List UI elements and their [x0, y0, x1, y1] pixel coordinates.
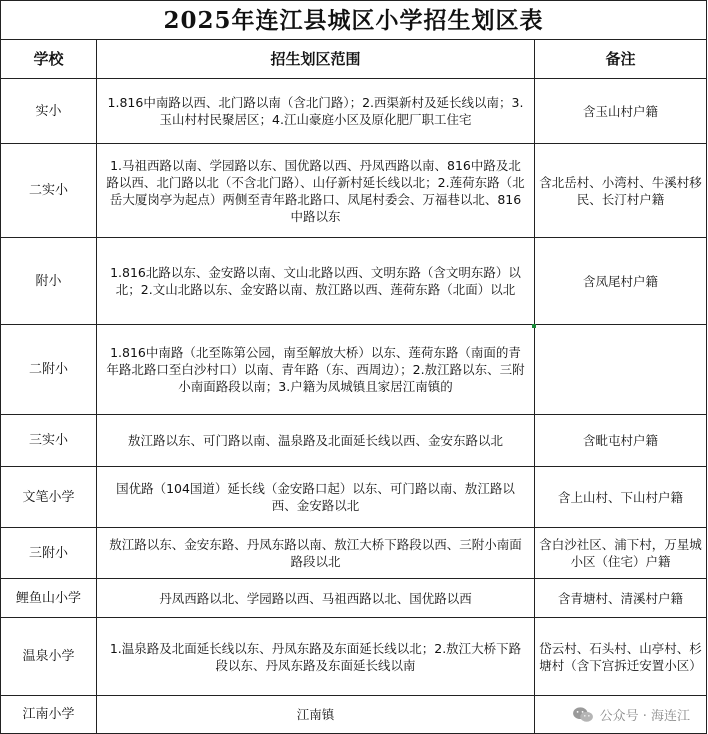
watermark-text: 公众号 · 海连江 — [599, 709, 690, 724]
school-name: 实小 — [1, 79, 97, 144]
remark: 含北岳村、小湾村、牛溪村移民、长汀村户籍 — [535, 144, 707, 238]
remark: 含凤尾村户籍 — [535, 238, 707, 325]
school-name: 三附小 — [1, 528, 97, 579]
header-range: 招生划区范围 — [97, 40, 535, 79]
school-name: 附小 — [1, 238, 97, 325]
header-note: 备注 — [535, 40, 707, 79]
remark: 岱云村、石头村、山亭村、杉塘村（含下宫拆迁安置小区） — [535, 618, 707, 696]
enrollment-range: 1.816中南路以西、北门路以南（含北门路）；2.西渠新村及延长线以南；3.玉山村村民聚居区；4.江山豪庭小区及原化肥厂职工住宅 — [97, 79, 535, 144]
watermark — [568, 703, 694, 726]
enrollment-range: 1.816北路以东、金安路以南、文山北路以西、文明东路（含文明东路）以北；2.文山北路以东、金安路以南、敖江路以西、莲荷东路（北面）以北 — [97, 238, 535, 325]
school-name: 江南小学 — [1, 696, 97, 734]
remark: 含上山村、下山村户籍 — [535, 467, 707, 528]
remark: 含青塘村、清溪村户籍 — [535, 579, 707, 618]
table-row — [1, 144, 707, 238]
table-row — [1, 528, 707, 579]
school-name: 温泉小学 — [1, 618, 97, 696]
remark: 含玉山村户籍 — [535, 79, 707, 144]
table-title: 2025年连江县城区小学招生划区表 — [1, 1, 707, 40]
remark: 含毗屯村户籍 — [535, 415, 707, 467]
remark — [535, 325, 707, 415]
table-row — [1, 618, 707, 696]
table-row — [1, 579, 707, 618]
enrollment-range: 敖江路以东、金安东路、丹凤东路以南、敖江大桥下路段以西、三附小南面路段以北 — [97, 528, 535, 579]
table-row — [1, 467, 707, 528]
remark: 含白沙社区、浦下村，万星城小区（住宅）户籍 — [535, 528, 707, 579]
school-name: 文笔小学 — [1, 467, 97, 528]
school-name: 二实小 — [1, 144, 97, 238]
enrollment-range: 敖江路以东、可门路以南、温泉路及北面延长线以西、金安东路以北 — [97, 415, 535, 467]
enrollment-range: 国优路（104国道）延长线（金安路口起）以东、可门路以南、敖江路以西、金安路以北 — [97, 467, 535, 528]
enrollment-range: 1.马祖西路以南、学园路以东、国优路以西、丹凤西路以南、816中路及北路以西、北门路以北（不含北门路）、山仔新村延长线以北；2.莲荷东路（北岳大厦岗亭为起点）两侧至青年路北路口、凤尾村委会、万福巷以北、816中路以东 — [97, 144, 535, 238]
header-school: 学校 — [1, 40, 97, 79]
table-row — [1, 325, 707, 415]
school-name: 二附小 — [1, 325, 97, 415]
enrollment-range: 江南镇 — [97, 696, 535, 734]
wechat-icon — [572, 706, 594, 724]
enrollment-range: 丹凤西路以北、学园路以西、马祖西路以北、国优路以西 — [97, 579, 535, 618]
enrollment-range: 1.816中南路（北至陈第公园，南至解放大桥）以东、莲荷东路（南面的青年路北路口至白沙村口）以南、青年路（东、西周边）；2.敖江路以东、三附小南面路段以南；3.户籍为凤城镇且家居江南镇的 — [97, 325, 535, 415]
table-row — [1, 238, 707, 325]
school-name: 鲤鱼山小学 — [1, 579, 97, 618]
enrollment-range: 1.温泉路及北面延长线以东、丹凤东路及东面延长线以北；2.敖江大桥下路段以东、丹凤东路及东面延长线以南 — [97, 618, 535, 696]
school-name: 三实小 — [1, 415, 97, 467]
header-row — [1, 40, 707, 79]
cell-marker — [532, 324, 536, 328]
table-row — [1, 79, 707, 144]
table-row — [1, 415, 707, 467]
title-row — [1, 1, 707, 40]
